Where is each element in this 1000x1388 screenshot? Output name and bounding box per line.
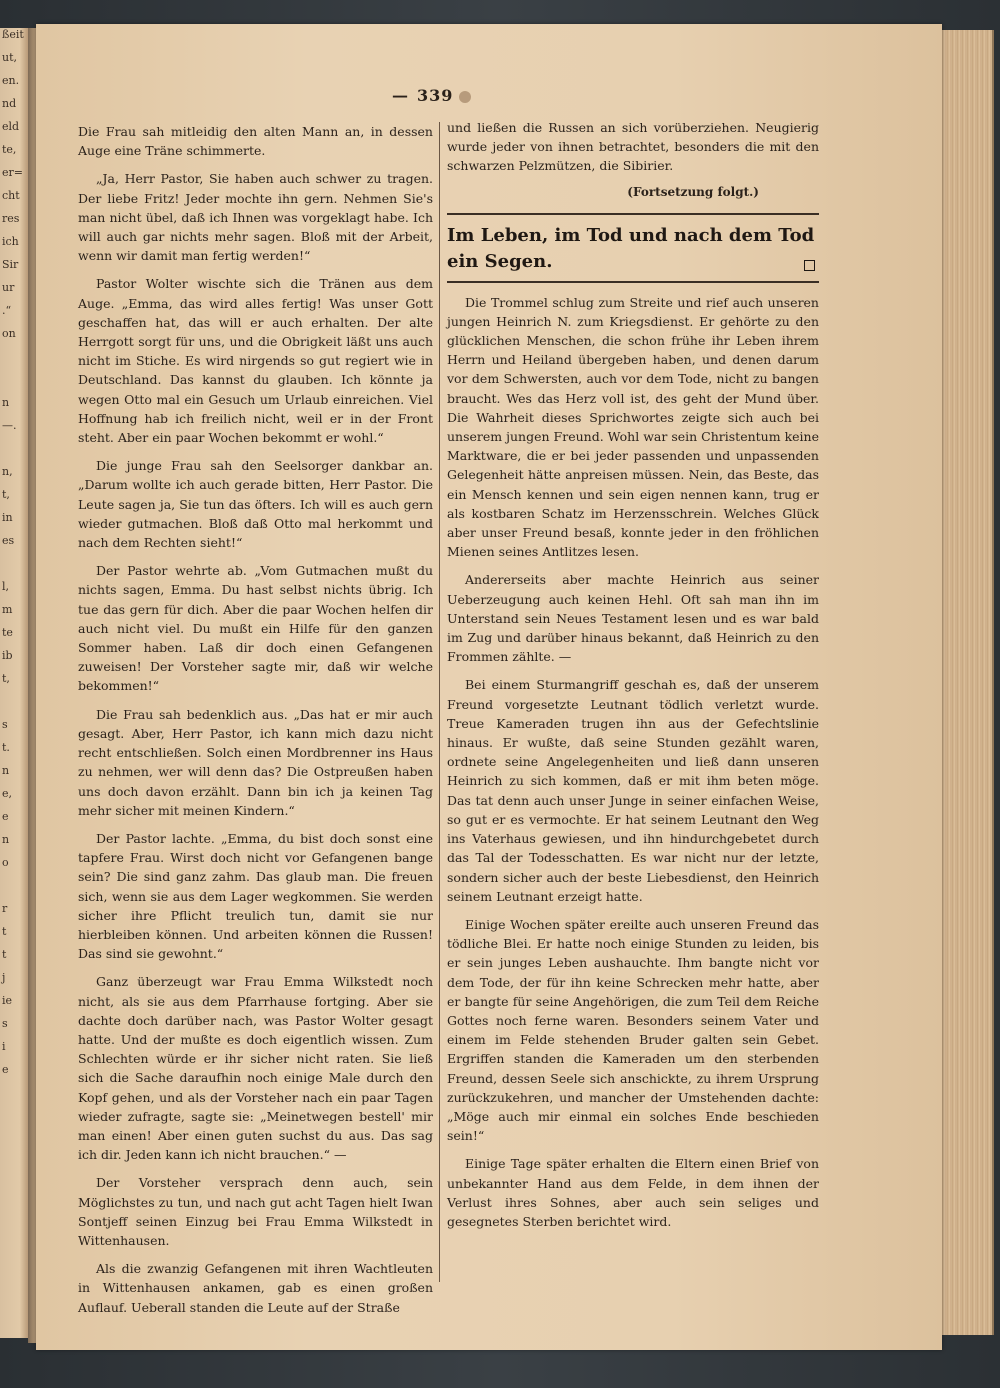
facing-page-fragment: es bbox=[2, 534, 15, 547]
page-stack-edges bbox=[936, 30, 994, 1335]
facing-page-fragment: i bbox=[2, 1040, 6, 1053]
article-bottom-rule bbox=[447, 281, 819, 283]
paragraph: Pastor Wolter wischte sich die Tränen aus dem Auge. „Emma, das wird alles fertig! Was unser Gott geschaffen hat, das will er auch erhalten. Der alte Herrgott sorgt für uns, und die Obrigkeit läßt uns auch nicht im Stiche. Es wird nirgends so gut regiert wie in Deutschland. Das kannst du glauben. Ich könnte ja wegen Otto mal ein Gesuch um Urlaub einreichen. Viel Hoffnung hab ich freilich nicht, weil er in der Front steht. Aber ein paar Wochen bekommt er wohl.“ bbox=[78, 276, 433, 446]
paragraph: Der Pastor lachte. „Emma, du bist doch sonst eine tapfere Frau. Wirst doch nicht vor Gefangenen bange sein? Die sind ganz zahm. Das glaub man. Die freuen sich, wenn sie aus dem Lager wegkommen. Sie werden sicher ihre Pflicht treulich tun, damit sie nur hierbleiben können. Und arbeiten können die Russen! Das sind sie gewohnt.“ bbox=[78, 830, 433, 962]
right-column bbox=[447, 118, 819, 1288]
facing-page-fragment: t, bbox=[2, 488, 10, 501]
facing-page-fragment: .“ bbox=[2, 304, 12, 317]
facing-page-edge bbox=[0, 28, 28, 1338]
facing-page-fragment: Sir bbox=[2, 258, 19, 271]
facing-page-fragment: t. bbox=[2, 741, 10, 754]
paragraph: Als die zwanzig Gefangenen mit ihren Wachtleuten in Wittenhausen ankamen, gab es einen großen Auflauf. Ueberall standen die Leute auf der Straße bbox=[78, 1261, 433, 1315]
facing-page-fragment: e, bbox=[2, 787, 13, 800]
paragraph: Der Vorsteher versprach denn auch, sein Möglichstes zu tun, und nach gut acht Tagen hielt Iwan Sontjeff seinen Einzug bei Frau Emma Wilkstedt in Wittenhausen. bbox=[78, 1175, 433, 1248]
facing-page-fragment: —. bbox=[2, 419, 17, 432]
facing-page-fragment: m bbox=[2, 603, 13, 616]
facing-page-fragment: ie bbox=[2, 994, 13, 1007]
facing-page-fragment: r bbox=[2, 902, 8, 915]
article-paragraph: Einige Tage später erhalten die Eltern einen Brief von unbekannter Hand aus dem Felde, in dem ihnen der Verlust ihres Sohnes, aber auch sein seliges und gesegnetes Sterben berichtet wird. bbox=[447, 1156, 819, 1229]
facing-page-fragment bbox=[0, 879, 28, 902]
page-number-value: 339 bbox=[417, 86, 454, 105]
facing-page-fragment: in bbox=[2, 511, 13, 524]
page-number bbox=[392, 86, 492, 108]
facing-page-fragment: t bbox=[2, 948, 7, 961]
facing-page-fragment: cht bbox=[2, 189, 20, 202]
facing-page-fragment: te bbox=[2, 626, 13, 639]
paragraph: Ganz überzeugt war Frau Emma Wilkstedt noch nicht, als sie aus dem Pfarrhause fortging. Aber sie dachte doch darüber nach, was Pastor Wolter gesagt hatte. Und der mußte es doch eigentlich wissen. Zum Schlechten würde er ihr sicher nicht raten. Sie ließ sich die Sache daraufhin noch einige Male durch den Kopf gehen, und als der Vorsteher nach ein paar Tagen wieder zufragte, sagte sie: „Meinetwegen bestell' mir man einen! Aber einen guten suchst du aus. Das sag ich dir. Jeden kann ich nicht brauchen.“ — bbox=[78, 974, 433, 1163]
facing-page-fragment bbox=[0, 442, 28, 465]
facing-page-fragment: s bbox=[2, 718, 8, 731]
continuation-note: (Fortsetzung folgt.) bbox=[627, 184, 759, 199]
page-number-dash: — bbox=[392, 86, 409, 105]
facing-page-fragment bbox=[0, 373, 28, 396]
facing-page-fragment: e bbox=[2, 810, 9, 823]
facing-page-fragment: ut, bbox=[2, 51, 18, 64]
left-column bbox=[78, 122, 433, 1315]
article-top-rule bbox=[447, 213, 819, 215]
paragraph: Der Pastor wehrte ab. „Vom Gutmachen mußt du nichts sagen, Emma. Du hast selbst nichts übrig. Ich tue das gern für dich. Aber die paar Wochen helfen dir auch nicht viel. Du mußt ein Hilfe für den ganzen Sommer haben. Laß dir doch einen Gefangenen zuweisen! Der Vorsteher sagte mir, daß wir welche bekommen!“ bbox=[78, 563, 433, 694]
article-paragraph: Einige Wochen später ereilte auch unseren Freund das tödliche Blei. Er hatte noch einige Stunden zu leiden, bis er sein junges Leben aushauchte. Ihm bangte nicht vor dem Tode, der für ihn keine Schrecken mehr hatte, aber er bangte für seine Angehörigen, die zum Teil dem Reiche Gottes noch ferne waren. Besonders seinem Vater und einem im Felde stehenden Bruder galten sein Gebet. Ergriffen standen die Kameraden um den sterbenden Freund, dessen Seele sich anschickte, zu ihrem Ursprung zurückzukehren, und mancher der Umstehenden dachte: „Möge auch mir einmal ein solches Ende beschieden sein!“ bbox=[447, 916, 819, 1144]
facing-page-fragment: ßeit bbox=[2, 28, 24, 41]
facing-page-fragment: n bbox=[2, 833, 10, 846]
facing-page-fragment: ur bbox=[2, 281, 15, 294]
facing-page-fragment: nd bbox=[2, 97, 17, 110]
square-ornament-icon bbox=[804, 260, 815, 271]
facing-page-fragment: te, bbox=[2, 143, 17, 156]
facing-page-fragment: t bbox=[2, 925, 7, 938]
paragraph: Die Frau sah bedenklich aus. „Das hat er mir auch gesagt. Aber, Herr Pastor, ich kann mich dazu nicht recht entschließen. Solch einen Mordbrenner ins Haus zu nehmen, wer will denn das? Die Ostpreußen haben uns doch davon erzählt. Dann bin ich ja keinen Tag mehr sicher mit meinen Kindern.“ bbox=[78, 706, 433, 818]
facing-page-fragment bbox=[0, 350, 28, 373]
story-continuation: und ließen die Russen an sich vorüberziehen. Neugierig wurde jeder von ihnen betrachtet, besonders die mit den schwarzen Pelzmützen, die Sibirier. bbox=[447, 120, 819, 174]
library-stamp-icon bbox=[459, 91, 471, 103]
facing-page-fragment: on bbox=[2, 327, 16, 340]
facing-page-fragment: l, bbox=[2, 580, 10, 593]
facing-page-fragment: n bbox=[2, 396, 10, 409]
facing-page-fragment: eld bbox=[2, 120, 20, 133]
facing-page-fragment bbox=[0, 695, 28, 718]
column-divider bbox=[439, 122, 440, 1282]
article-title-text: Im Leben, im Tod und nach dem Tod ein Segen. bbox=[447, 224, 815, 272]
facing-page-fragment: o bbox=[2, 856, 9, 869]
article-title bbox=[447, 223, 819, 275]
paragraph: „Ja, Herr Pastor, Sie haben auch schwer zu tragen. Der liebe Fritz! Jeder mochte ihn gern. Nehmen Sie's man nicht übel, daß ich Ihnen was vorgeklagt habe. Ich will auch gar nichts mehr sagen. Bloß mit der Arbeit, wenn wir damit man fertig werden!“ bbox=[78, 171, 433, 264]
article-paragraph: Die Trommel schlug zum Streite und rief auch unseren jungen Heinrich N. zum Kriegsdienst. Er gehörte zu den glücklichen Menschen, die schon frühe ihr Leben ihrem Herrn und Heiland übergeben haben, und denen darum vor dem Schwersten, auch vor dem Tode, nicht zu bangen braucht. Wes das Herz voll ist, des geht der Mund über. Die Wahrheit dieses Sprichwortes zeigte sich auch bei unserem jungen Freund. Wohl war sein Christentum keine Marktware, die er bei jeder passenden und unpassenden Gelegenheit hätte anpreisen müssen. Nein, das Beste, das ein Mensch kennen und sein eigen nennen kann, trug er als kostbaren Schatz im Herzensschrein. Welches Glück aber unser Freund besaß, konnte jeder in den fröhlichen Mienen seines Antlitzes lesen. bbox=[447, 294, 819, 560]
facing-page-fragment: res bbox=[2, 212, 20, 225]
facing-page-fragment: en. bbox=[2, 74, 20, 87]
article-paragraph: Bei einem Sturmangriff geschah es, daß der unserem Freund vorgesetzte Leutnant tödlich verletzt wurde. Treue Kameraden trugen ihn aus der Gefechtslinie hinaus. Er wußte, daß seine Stunden gezählt waren, ordnete seine Angelegenheiten und ließ dann unseren Heinrich zu sich kommen, daß er mit ihm beten möge. Das tat denn auch unser Junge in seiner einfachen Weise, so gut er es vermochte. Er hat seinem Leutnant den Weg ins Vaterhaus gewiesen, und ihn hindurchgebetet durch das Tal der Todesschatten. Es war nicht nur der letzte, sondern sicher auch der beste Liebesdienst, den Heinrich seinem Leutnant erzeigt hatte. bbox=[447, 677, 819, 904]
facing-page-fragment bbox=[0, 557, 28, 580]
facing-page-fragment: e bbox=[2, 1063, 9, 1076]
facing-page-fragment: ich bbox=[2, 235, 19, 248]
paragraph: Die Frau sah mitleidig den alten Mann an, in dessen Auge eine Träne schimmerte. bbox=[78, 124, 433, 159]
paragraph: Die junge Frau sah den Seelsorger dankbar an. „Darum wollte ich auch gerade bitten, Herr Pastor. Die Leute sagen ja, Sie tun das öfters. Ich will es auch gern wieder gutmachen. Bloß daß Otto mal herkommt und nach dem Rechten sieht!“ bbox=[78, 458, 433, 551]
facing-page-fragment: ib bbox=[2, 649, 13, 662]
facing-page-fragment: s bbox=[2, 1017, 8, 1030]
article-paragraph: Andererseits aber machte Heinrich aus seiner Ueberzeugung auch keinen Hehl. Oft sah man ihn im Unterstand sein Neues Testament lesen und es war bald im Zug und darüber hinaus bekannt, daß Heinrich zu den Frommen zählte. — bbox=[447, 572, 819, 665]
facing-page-fragment: n bbox=[2, 764, 10, 777]
facing-page-fragment: n, bbox=[2, 465, 13, 478]
facing-page-fragment: er= bbox=[2, 166, 23, 179]
facing-page-fragment: j bbox=[2, 971, 6, 984]
facing-page-fragment: t, bbox=[2, 672, 10, 685]
